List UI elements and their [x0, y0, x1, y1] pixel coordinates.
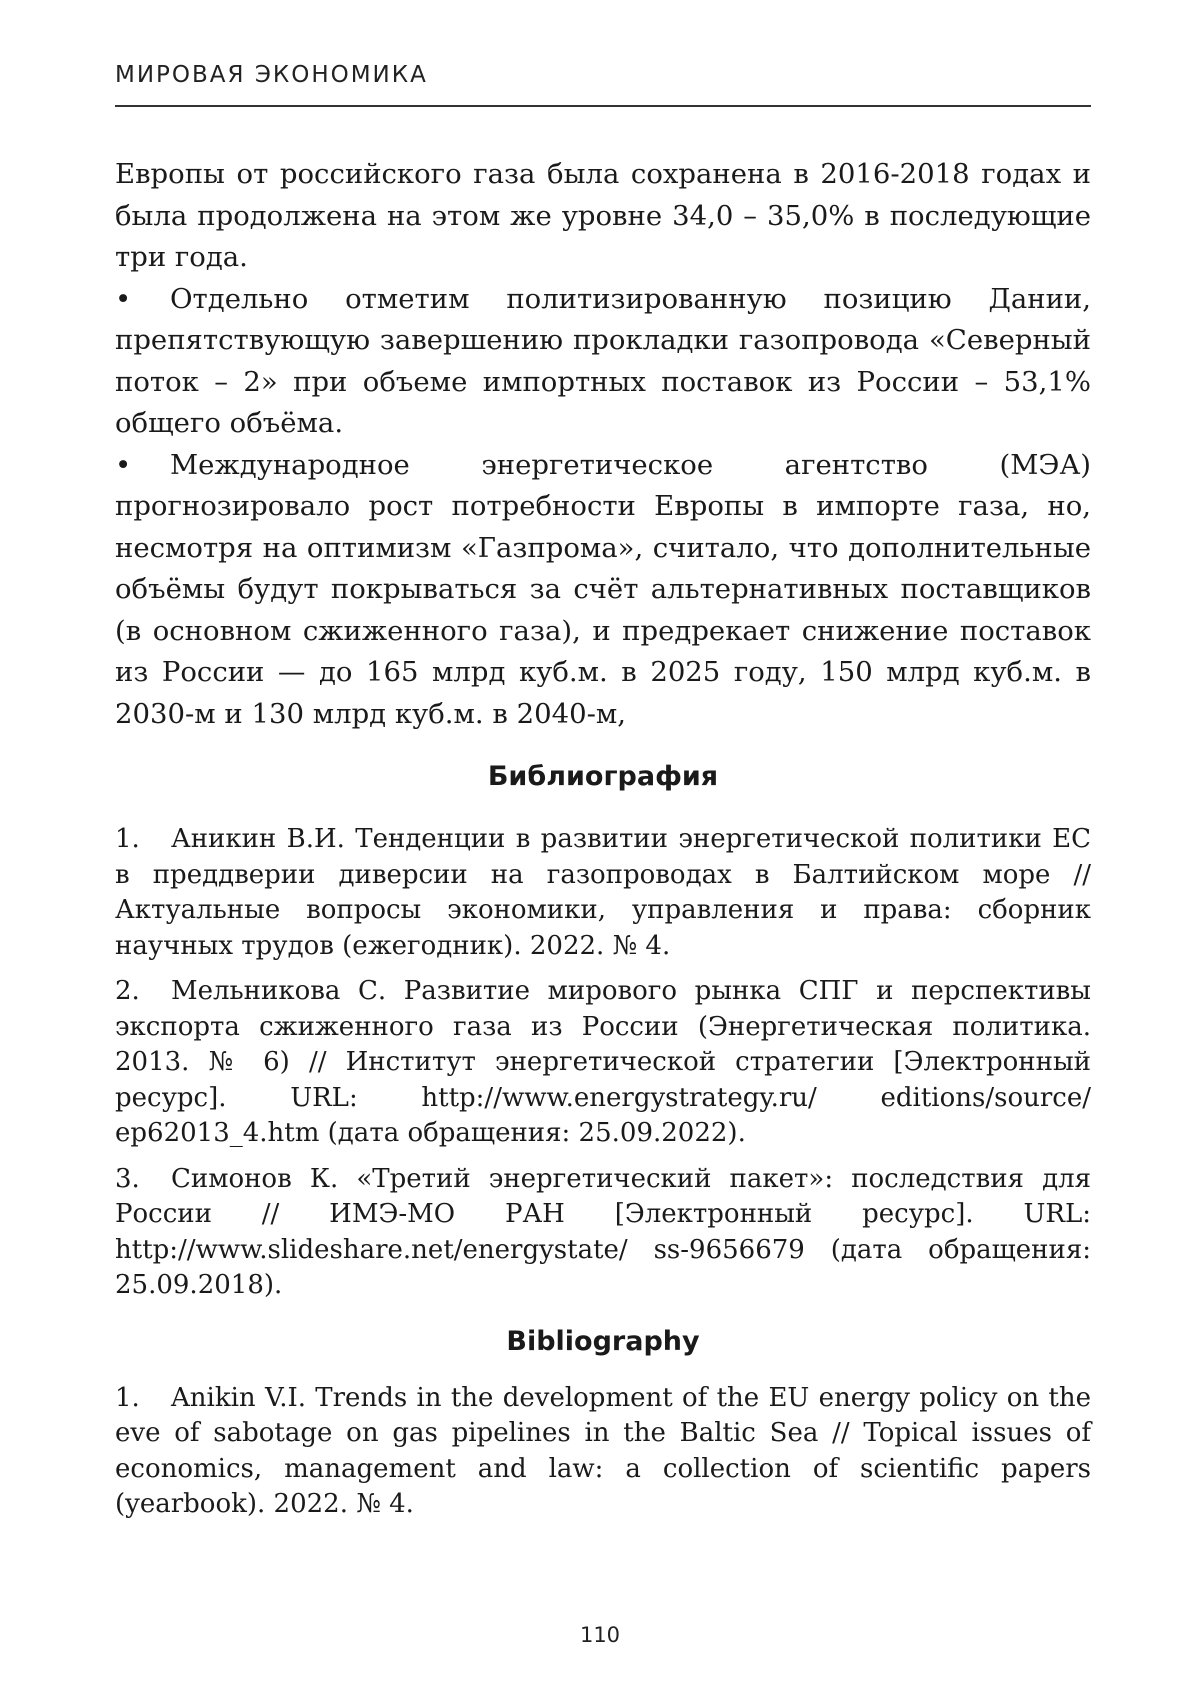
bullet-marker: •	[115, 448, 132, 481]
bullet-text: Отдельно отметим политизированную позицию Дании, препятствующую завершению прокладки газопровода «Северный поток – 2» при объеме импортных поставок из России – 53,1% общего объёма.	[115, 282, 1091, 439]
reference-item	[115, 1162, 1091, 1304]
bullet-text: Международное энергетическое агентство (МЭА) прогнозировало рост потребности Европы в импорте газа, но, несмотря на оптимизм «Газпрома», считало, что дополнительные объёмы будут покрываться за счёт альтернативных поставщиков (в основном сжиженного газа), и предрекает снижение поставок из России — до 165 млрд куб.м. в 2025 году, 150 млрд куб.м. в 2030-м и 130 млрд куб.м. в 2040-м,	[115, 448, 1091, 730]
reference-text: Anikin V.I. Trends in the development of the EU energy policy on the eve of sabotage on gas pipelines in the Baltic Sea // Topical issues of economics, management and law: a collection of scientific papers (yearbook). 2022. № 4.	[115, 1382, 1091, 1519]
page-number: 110	[579, 1623, 621, 1647]
reference-text: Аникин В.И. Тенденции в развитии энергетической политики ЕС в преддверии диверсии на газопроводах в Балтийском море // Актуальные вопросы экономики, управления и права: сборник научных трудов (ежегодник). 2022. № 4.	[115, 824, 1091, 961]
continuation-paragraph: Европы от российского газа была сохранена в 2016-2018 годах и была продолжена на этом же уровне 34,0 – 35,0% в последующие три года.	[115, 158, 1091, 273]
reference-number: 3.	[115, 1163, 140, 1194]
header-divider	[115, 105, 1091, 107]
reference-item	[115, 1381, 1091, 1523]
bullet-marker: •	[115, 282, 132, 315]
reference-number: 1.	[115, 1382, 140, 1413]
reference-text: Симонов К. «Третий энергетический пакет»: последствия для России // ИМЭ-МО РАН [Электронный ресурс]. URL: http://www.slideshare.net/energystate/ ss-9656679 (дата обращения: 25.09.2018).	[115, 1163, 1091, 1300]
bullet-item	[115, 445, 1091, 736]
reference-item	[115, 822, 1091, 964]
page-content	[115, 154, 1091, 1533]
reference-item	[115, 974, 1091, 1152]
reference-number: 2.	[115, 976, 140, 1006]
reference-text: Мельникова С. Развитие мирового рынка СПГ и перспективы экспорта сжиженного газа из России (Энергетическая политика. 2013. № 6) // Институт энергетической стратегии [Электронный ресурс]. URL: http://www.energystrategy.ru/ editions/source/ ep62013_4.htm (дата обращения: 25.09.2022).	[115, 976, 1091, 1148]
reference-number: 1.	[115, 824, 140, 854]
bibliography-ru-heading: Библиография	[487, 761, 719, 792]
bullet-item	[115, 279, 1091, 445]
bibliography-en-heading: Bibliography	[506, 1325, 700, 1357]
running-title: МИРОВАЯ ЭКОНОМИКА	[115, 62, 428, 88]
